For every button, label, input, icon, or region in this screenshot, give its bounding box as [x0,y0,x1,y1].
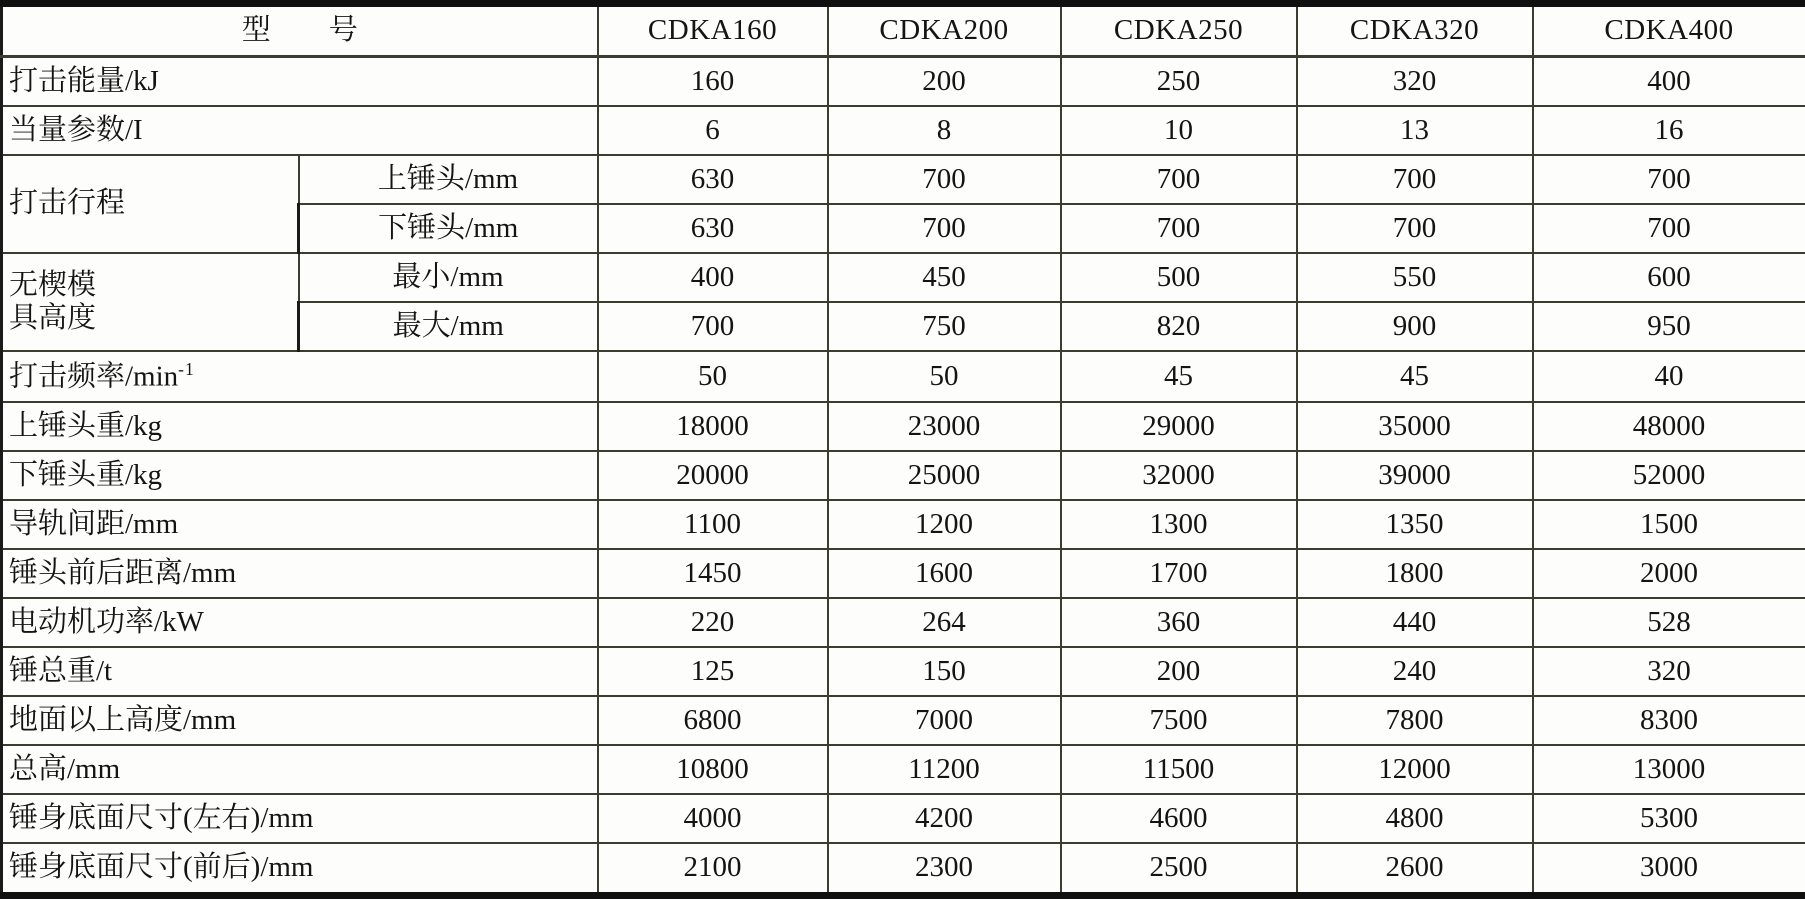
spec-value-cell: 40 [1533,351,1805,402]
spec-value-cell: 1800 [1297,549,1533,598]
spec-value-cell: 1450 [598,549,828,598]
table-row [2,843,1805,895]
spec-value-cell: 23000 [828,402,1061,451]
spec-value-cell: 3000 [1533,843,1805,895]
spec-value-cell: 50 [598,351,828,402]
spec-row-label-text: 打击频率/min [9,360,179,393]
spec-value-cell: 700 [1297,155,1533,204]
spec-value-cell: 700 [1533,155,1805,204]
spec-value-cell: 440 [1297,598,1533,647]
spec-subrow-label: 最小/mm [299,253,598,302]
spec-value-cell: 630 [598,204,828,253]
spec-value-cell: 6 [598,106,828,155]
spec-row-label: 锤头前后距离/mm [2,549,598,598]
spec-value-cell: 360 [1061,598,1297,647]
spec-value-cell: 200 [1061,647,1297,696]
spec-value-cell: 320 [1297,56,1533,106]
spec-value-cell: 700 [828,155,1061,204]
spec-value-cell: 700 [1297,204,1533,253]
table-row [2,794,1805,843]
spec-value-cell: 2500 [1061,843,1297,895]
spec-row-label: 地面以上高度/mm [2,696,598,745]
spec-value-cell: 1200 [828,500,1061,549]
spec-row-label-superscript: -1 [178,359,195,379]
spec-group-label-line1: 无楔模 [9,268,97,301]
spec-value-cell: 50 [828,351,1061,402]
spec-subrow-label: 下锤头/mm [299,204,598,253]
spec-value-cell: 1100 [598,500,828,549]
spec-value-cell: 4200 [828,794,1061,843]
spec-value-cell: 20000 [598,451,828,500]
spec-value-cell: 4800 [1297,794,1533,843]
table-row [2,451,1805,500]
spec-value-cell: 2600 [1297,843,1533,895]
spec-value-cell: 45 [1061,351,1297,402]
spec-value-cell: 16 [1533,106,1805,155]
spec-value-cell: 700 [828,204,1061,253]
spec-value-cell: 12000 [1297,745,1533,794]
model-label-cell: 型 号 [2,4,598,57]
spec-group-label [2,253,299,351]
table-row [2,647,1805,696]
spec-value-cell: 4600 [1061,794,1297,843]
spec-value-cell: 13 [1297,106,1533,155]
spec-value-cell: 32000 [1061,451,1297,500]
spec-value-cell: 8 [828,106,1061,155]
spec-value-cell: 264 [828,598,1061,647]
spec-value-cell: 700 [1061,155,1297,204]
spec-row-label: 上锤头重/kg [2,402,598,451]
spec-value-cell: 1600 [828,549,1061,598]
spec-row-label: 导轨间距/mm [2,500,598,549]
model-column-header: CDKA320 [1297,4,1533,57]
table-row [2,598,1805,647]
model-column-header: CDKA200 [828,4,1061,57]
spec-value-cell: 1700 [1061,549,1297,598]
spec-value-cell: 5300 [1533,794,1805,843]
spec-value-cell: 11500 [1061,745,1297,794]
spec-value-cell: 6800 [598,696,828,745]
spec-value-cell: 900 [1297,302,1533,351]
spec-value-cell: 10800 [598,745,828,794]
spec-value-cell: 2000 [1533,549,1805,598]
spec-value-cell: 4000 [598,794,828,843]
table-row [2,106,1805,155]
spec-value-cell: 1350 [1297,500,1533,549]
spec-value-cell: 160 [598,56,828,106]
spec-value-cell: 320 [1533,647,1805,696]
spec-value-cell: 48000 [1533,402,1805,451]
model-column-header: CDKA250 [1061,4,1297,57]
spec-value-cell: 600 [1533,253,1805,302]
spec-value-cell: 400 [1533,56,1805,106]
spec-row-label: 打击能量/kJ [2,56,598,106]
spec-row-label: 电动机功率/kW [2,598,598,647]
model-column-header: CDKA400 [1533,4,1805,57]
spec-value-cell: 200 [828,56,1061,106]
spec-value-cell: 35000 [1297,402,1533,451]
spec-group-label: 打击行程 [2,155,299,253]
spec-value-cell: 1300 [1061,500,1297,549]
spec-value-cell: 250 [1061,56,1297,106]
spec-value-cell: 7800 [1297,696,1533,745]
table-row [2,500,1805,549]
spec-row-label: 锤身底面尺寸(左右)/mm [2,794,598,843]
spec-value-cell: 550 [1297,253,1533,302]
model-column-header: CDKA160 [598,4,828,57]
table-row [2,253,1805,302]
spec-row-label [2,351,598,402]
spec-value-cell: 820 [1061,302,1297,351]
spec-value-cell: 11200 [828,745,1061,794]
spec-subrow-label: 最大/mm [299,302,598,351]
table-row [2,745,1805,794]
spec-value-cell: 8300 [1533,696,1805,745]
spec-row-label: 总高/mm [2,745,598,794]
spec-value-cell: 7500 [1061,696,1297,745]
spec-value-cell: 950 [1533,302,1805,351]
spec-value-cell: 25000 [828,451,1061,500]
spec-value-cell: 125 [598,647,828,696]
spec-row-label: 当量参数/I [2,106,598,155]
spec-value-cell: 29000 [1061,402,1297,451]
spec-group-label-line2: 具高度 [9,301,97,334]
spec-value-cell: 1500 [1533,500,1805,549]
spec-value-cell: 18000 [598,402,828,451]
spec-value-cell: 39000 [1297,451,1533,500]
spec-value-cell: 750 [828,302,1061,351]
table-row [2,402,1805,451]
spec-value-cell: 700 [598,302,828,351]
spec-value-cell: 700 [1533,204,1805,253]
spec-value-cell: 630 [598,155,828,204]
table-row [2,155,1805,204]
spec-value-cell: 240 [1297,647,1533,696]
spec-value-cell: 150 [828,647,1061,696]
header-row [2,4,1805,57]
spec-value-cell: 2300 [828,843,1061,895]
spec-value-cell: 450 [828,253,1061,302]
spec-value-cell: 220 [598,598,828,647]
spec-value-cell: 45 [1297,351,1533,402]
spec-value-cell: 52000 [1533,451,1805,500]
spec-value-cell: 400 [598,253,828,302]
spec-value-cell: 500 [1061,253,1297,302]
spec-row-label: 下锤头重/kg [2,451,598,500]
table-row [2,696,1805,745]
spec-value-cell: 700 [1061,204,1297,253]
spec-value-cell: 10 [1061,106,1297,155]
spec-value-cell: 2100 [598,843,828,895]
table-row [2,56,1805,106]
spec-row-label: 锤总重/t [2,647,598,696]
spec-row-label: 锤身底面尺寸(前后)/mm [2,843,598,895]
table-row [2,549,1805,598]
table-row [2,351,1805,402]
spec-value-cell: 7000 [828,696,1061,745]
spec-subrow-label: 上锤头/mm [299,155,598,204]
spec-value-cell: 13000 [1533,745,1805,794]
spec-value-cell: 528 [1533,598,1805,647]
